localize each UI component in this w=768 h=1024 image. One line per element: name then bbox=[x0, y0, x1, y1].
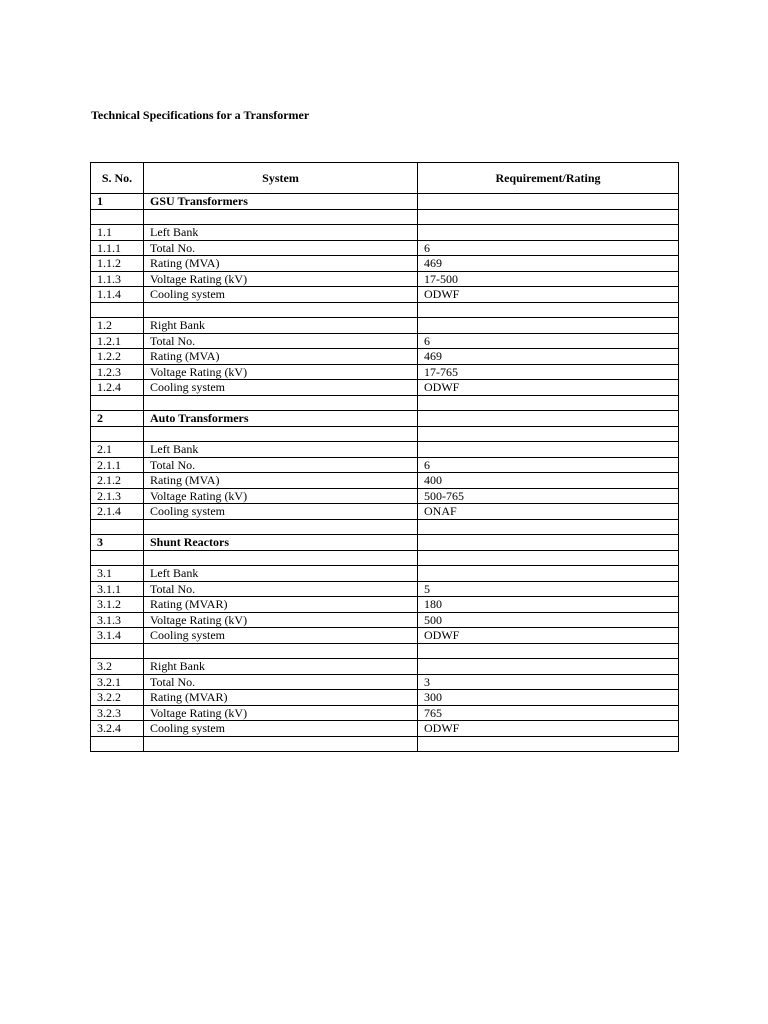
sno-cell: 1.2 bbox=[91, 318, 144, 334]
sno-cell bbox=[91, 550, 144, 566]
rating-cell bbox=[418, 225, 679, 241]
system-cell: Total No. bbox=[144, 333, 418, 349]
table-row bbox=[91, 690, 679, 706]
table-row bbox=[91, 597, 679, 613]
rating-cell: 500 bbox=[418, 612, 679, 628]
sno-cell: 3 bbox=[91, 535, 144, 551]
sno-cell: 1.2.2 bbox=[91, 349, 144, 365]
rating-cell bbox=[418, 659, 679, 675]
sno-cell bbox=[91, 302, 144, 318]
system-cell: Cooling system bbox=[144, 721, 418, 737]
rating-cell: 5 bbox=[418, 581, 679, 597]
rating-cell: 469 bbox=[418, 256, 679, 272]
system-cell: Rating (MVA) bbox=[144, 473, 418, 489]
sno-cell: 3.2.3 bbox=[91, 705, 144, 721]
rating-cell: ODWF bbox=[418, 380, 679, 396]
table-row bbox=[91, 240, 679, 256]
table-row bbox=[91, 225, 679, 241]
sno-cell: 2.1.4 bbox=[91, 504, 144, 520]
rating-cell: 17-500 bbox=[418, 271, 679, 287]
table-row bbox=[91, 380, 679, 396]
system-cell: Total No. bbox=[144, 457, 418, 473]
system-cell: Auto Transformers bbox=[144, 411, 418, 427]
sno-cell: 1.1.2 bbox=[91, 256, 144, 272]
table-row bbox=[91, 271, 679, 287]
sno-cell: 3.1.1 bbox=[91, 581, 144, 597]
sno-cell: 1.1.4 bbox=[91, 287, 144, 303]
sno-cell: 2.1.3 bbox=[91, 488, 144, 504]
sno-cell: 3.2.4 bbox=[91, 721, 144, 737]
rating-cell: 6 bbox=[418, 333, 679, 349]
spec-table bbox=[90, 162, 679, 752]
system-cell: Voltage Rating (kV) bbox=[144, 612, 418, 628]
rating-cell: 765 bbox=[418, 705, 679, 721]
sno-cell bbox=[91, 209, 144, 225]
rating-cell bbox=[418, 318, 679, 334]
rating-cell: 6 bbox=[418, 240, 679, 256]
table-body bbox=[91, 194, 679, 752]
table-row bbox=[91, 581, 679, 597]
system-cell: Voltage Rating (kV) bbox=[144, 364, 418, 380]
sno-cell bbox=[91, 736, 144, 752]
system-cell: Total No. bbox=[144, 674, 418, 690]
sno-cell: 1.2.1 bbox=[91, 333, 144, 349]
section-row bbox=[91, 535, 679, 551]
system-cell: Voltage Rating (kV) bbox=[144, 488, 418, 504]
table-row bbox=[91, 674, 679, 690]
rating-cell bbox=[418, 566, 679, 582]
table-row bbox=[91, 628, 679, 644]
rating-cell: 6 bbox=[418, 457, 679, 473]
rating-cell bbox=[418, 643, 679, 659]
system-cell bbox=[144, 550, 418, 566]
table-row bbox=[91, 705, 679, 721]
sno-cell: 1.1.1 bbox=[91, 240, 144, 256]
system-cell: Left Bank bbox=[144, 566, 418, 582]
header-rating: Requirement/Rating bbox=[418, 163, 679, 194]
system-cell: Rating (MVA) bbox=[144, 349, 418, 365]
sno-cell: 3.1.3 bbox=[91, 612, 144, 628]
sno-cell bbox=[91, 519, 144, 535]
rating-cell bbox=[418, 550, 679, 566]
system-cell: Voltage Rating (kV) bbox=[144, 271, 418, 287]
sno-cell: 2.1.2 bbox=[91, 473, 144, 489]
rating-cell bbox=[418, 535, 679, 551]
rating-cell: 3 bbox=[418, 674, 679, 690]
rating-cell: ODWF bbox=[418, 628, 679, 644]
sno-cell: 2.1 bbox=[91, 442, 144, 458]
system-cell bbox=[144, 209, 418, 225]
sno-cell: 3.1.4 bbox=[91, 628, 144, 644]
sno-cell: 1 bbox=[91, 194, 144, 210]
rating-cell bbox=[418, 194, 679, 210]
table-row bbox=[91, 612, 679, 628]
table-row bbox=[91, 442, 679, 458]
rating-cell bbox=[418, 519, 679, 535]
sno-cell: 3.1 bbox=[91, 566, 144, 582]
sno-cell: 1.2.3 bbox=[91, 364, 144, 380]
sno-cell: 3.2 bbox=[91, 659, 144, 675]
rating-cell: 180 bbox=[418, 597, 679, 613]
system-cell: Right Bank bbox=[144, 318, 418, 334]
system-cell: Voltage Rating (kV) bbox=[144, 705, 418, 721]
rating-cell bbox=[418, 411, 679, 427]
sno-cell: 1.2.4 bbox=[91, 380, 144, 396]
table-row bbox=[91, 659, 679, 675]
rating-cell bbox=[418, 736, 679, 752]
system-cell: Left Bank bbox=[144, 225, 418, 241]
system-cell bbox=[144, 643, 418, 659]
rating-cell bbox=[418, 426, 679, 442]
sno-cell: 3.1.2 bbox=[91, 597, 144, 613]
rating-cell: 17-765 bbox=[418, 364, 679, 380]
system-cell: Cooling system bbox=[144, 628, 418, 644]
system-cell: Rating (MVAR) bbox=[144, 690, 418, 706]
system-cell bbox=[144, 395, 418, 411]
system-cell: Cooling system bbox=[144, 380, 418, 396]
table-row bbox=[91, 566, 679, 582]
spacer-row bbox=[91, 426, 679, 442]
sno-cell: 2 bbox=[91, 411, 144, 427]
spacer-row bbox=[91, 736, 679, 752]
system-cell: Left Bank bbox=[144, 442, 418, 458]
table-header-row bbox=[91, 163, 679, 194]
rating-cell bbox=[418, 209, 679, 225]
system-cell bbox=[144, 519, 418, 535]
system-cell: GSU Transformers bbox=[144, 194, 418, 210]
system-cell: Rating (MVAR) bbox=[144, 597, 418, 613]
table-row bbox=[91, 287, 679, 303]
system-cell bbox=[144, 736, 418, 752]
sno-cell bbox=[91, 395, 144, 411]
system-cell bbox=[144, 426, 418, 442]
system-cell: Shunt Reactors bbox=[144, 535, 418, 551]
rating-cell: ODWF bbox=[418, 721, 679, 737]
system-cell: Right Bank bbox=[144, 659, 418, 675]
table-row bbox=[91, 504, 679, 520]
rating-cell bbox=[418, 442, 679, 458]
table-row bbox=[91, 488, 679, 504]
sno-cell: 3.2.2 bbox=[91, 690, 144, 706]
spacer-row bbox=[91, 643, 679, 659]
header-sno: S. No. bbox=[91, 163, 144, 194]
sno-cell: 1.1 bbox=[91, 225, 144, 241]
rating-cell: 469 bbox=[418, 349, 679, 365]
rating-cell: 400 bbox=[418, 473, 679, 489]
system-cell: Cooling system bbox=[144, 287, 418, 303]
table-row bbox=[91, 457, 679, 473]
spacer-row bbox=[91, 209, 679, 225]
table-row bbox=[91, 333, 679, 349]
header-system: System bbox=[144, 163, 418, 194]
system-cell: Rating (MVA) bbox=[144, 256, 418, 272]
section-row bbox=[91, 194, 679, 210]
section-row bbox=[91, 411, 679, 427]
system-cell bbox=[144, 302, 418, 318]
spacer-row bbox=[91, 550, 679, 566]
rating-cell: 300 bbox=[418, 690, 679, 706]
document-title: Technical Specifications for a Transformer bbox=[91, 108, 310, 122]
system-cell: Total No. bbox=[144, 581, 418, 597]
table-row bbox=[91, 318, 679, 334]
system-cell: Cooling system bbox=[144, 504, 418, 520]
table-row bbox=[91, 256, 679, 272]
rating-cell bbox=[418, 395, 679, 411]
sno-cell: 3.2.1 bbox=[91, 674, 144, 690]
sno-cell: 2.1.1 bbox=[91, 457, 144, 473]
spacer-row bbox=[91, 302, 679, 318]
table-row bbox=[91, 349, 679, 365]
sno-cell: 1.1.3 bbox=[91, 271, 144, 287]
spacer-row bbox=[91, 519, 679, 535]
sno-cell bbox=[91, 426, 144, 442]
table-row bbox=[91, 473, 679, 489]
spacer-row bbox=[91, 395, 679, 411]
rating-cell: 500-765 bbox=[418, 488, 679, 504]
rating-cell: ONAF bbox=[418, 504, 679, 520]
table-row bbox=[91, 721, 679, 737]
table-row bbox=[91, 364, 679, 380]
rating-cell: ODWF bbox=[418, 287, 679, 303]
system-cell: Total No. bbox=[144, 240, 418, 256]
sno-cell bbox=[91, 643, 144, 659]
rating-cell bbox=[418, 302, 679, 318]
